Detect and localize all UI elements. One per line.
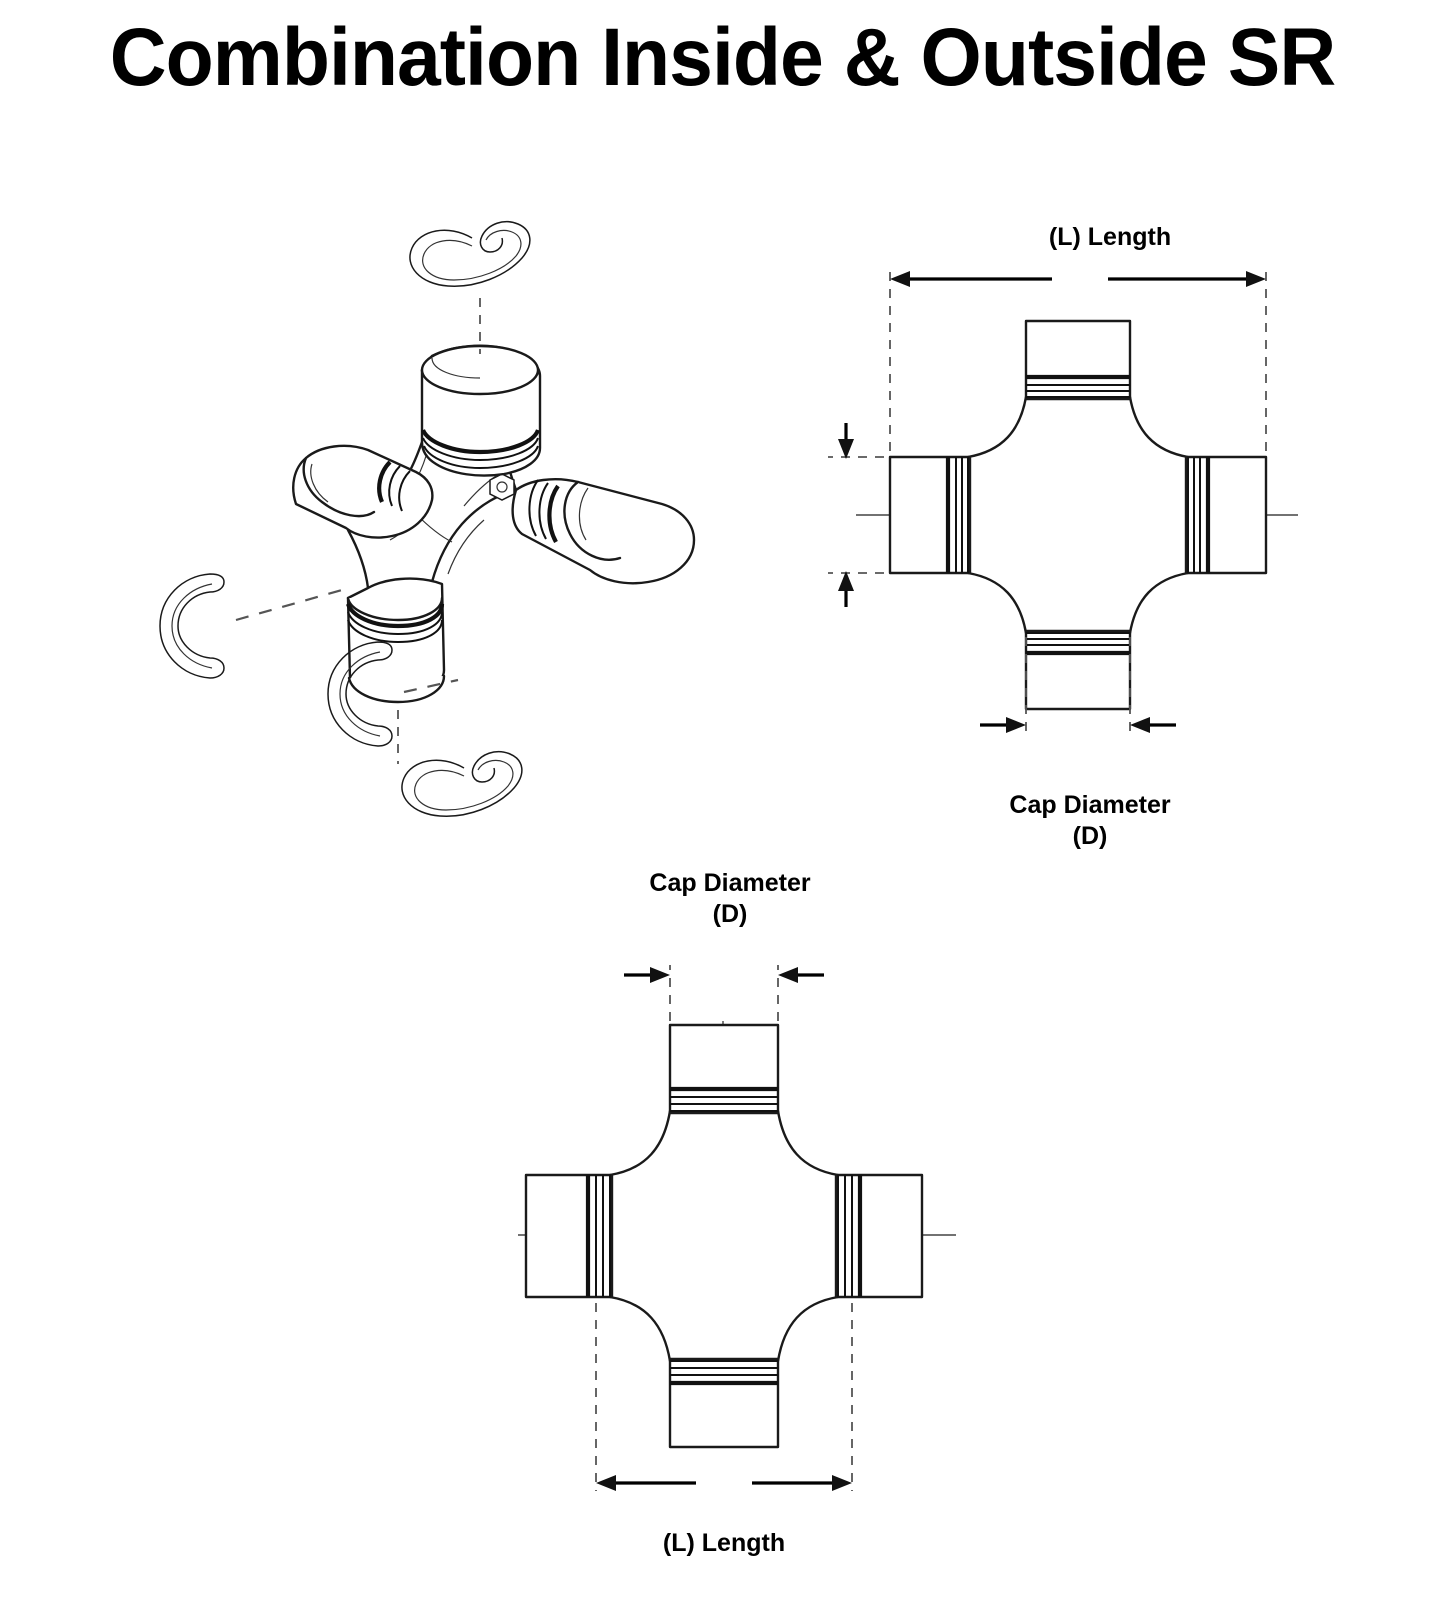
bearing-cap-right xyxy=(1186,457,1266,573)
bearing-cap-left xyxy=(526,1175,612,1297)
assembly-guide-left xyxy=(236,590,342,620)
cap-diameter-text: Cap Diameter xyxy=(1009,791,1171,819)
snap-ring-left-inside xyxy=(160,574,224,678)
cap-diameter-label-bottom xyxy=(520,868,940,929)
bearing-cap-top xyxy=(1026,321,1130,399)
snap-ring-top-outside xyxy=(410,222,530,287)
cap-diameter-label-top xyxy=(880,790,1300,851)
bottom-dimension-view xyxy=(470,925,990,1525)
cap-diameter-sub: (D) xyxy=(712,899,748,928)
length-dimension-arrows xyxy=(596,1475,852,1491)
cap-diameter-dimension-arrows xyxy=(624,967,824,983)
cap-diameter-text: Cap Diameter xyxy=(649,869,811,897)
cap-width-dimension-arrows xyxy=(838,423,854,607)
bearing-cap-left xyxy=(293,446,432,538)
page-title: Combination Inside & Outside SR xyxy=(109,12,1336,103)
bearing-cap-bottom xyxy=(348,579,444,702)
bearing-cap-bottom xyxy=(1026,631,1130,709)
bearing-cap-right xyxy=(836,1175,922,1297)
bearing-cap-top xyxy=(422,346,540,476)
bearing-cap-right xyxy=(513,479,694,583)
exploded-isometric-view xyxy=(60,180,760,820)
length-label-bottom: (L) Length xyxy=(662,1529,786,1557)
cap-diameter-dimension-arrows xyxy=(980,717,1176,733)
length-label-top: (L) Length xyxy=(1048,223,1172,251)
bearing-cap-left xyxy=(890,457,970,573)
grease-fitting xyxy=(490,474,514,500)
length-dimension-arrows xyxy=(890,271,1266,287)
top-dimension-view xyxy=(820,225,1320,785)
cap-diameter-sub: (D) xyxy=(1072,821,1108,850)
bearing-cap-bottom xyxy=(670,1359,778,1447)
bearing-cap-top xyxy=(670,1025,778,1113)
snap-ring-bottom-outside xyxy=(402,752,522,817)
